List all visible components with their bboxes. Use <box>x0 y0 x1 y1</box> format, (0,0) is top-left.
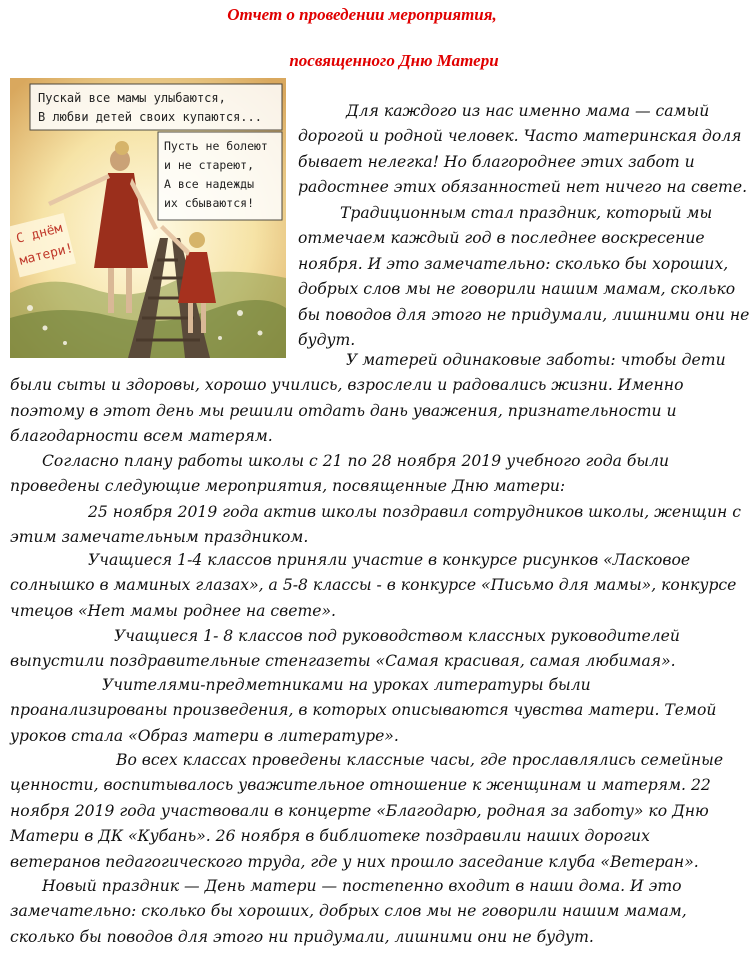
wish-line3: А все надежды <box>164 177 255 191</box>
badge-line2: матери! <box>18 240 75 269</box>
paragraph-1: Для каждого из нас именно мама — самый дорогой и родной человек. Часто материнская доля бывает нелегка! Но благороднее этих забот и радостнее этих обязанностей нет ничего на свете. <box>298 102 748 197</box>
paragraph-9: Во всех классах проведены классные часы, где прославлялись семейные ценности, воспитывалось уважительное отношение к женщинам и матерям. 22 ноября 2019 года участвовали в концерте «Благодарю, родная за заботу» ко Дню Матери в ДК «Кубань». 26 ноября в библиотеке поздравили наших дорогих ветеранов педагогического труда, где у них прошло заседание клуба «Ветеран». <box>10 751 724 871</box>
paragraph-3: У матерей одинаковые заботы: чтобы дети были сыты и здоровы, хорошо учились, взрослели и радовались жизни. Именно поэтому в этот день мы решили отдать дань уважения, признательности и благодарности всем матерям. <box>10 351 726 446</box>
paragraph-2: Традиционным стал праздник, который мы отмечаем каждый год в последнее воскресение ноября. И это замечательно: сколько бы хороших, добрых слов мы не говорили нашим мамам, сколько бы поводов для этого не придумали, лишними они не будут. <box>298 204 750 350</box>
paragraph-8: Учителями-предметниками на уроках литературы были проанализированы произведения, в которых описываются чувства матери. Темой уроков стала «Образ матери в литературе». <box>10 676 717 745</box>
report-title-line1: Отчет о проведении мероприятия, <box>227 5 497 24</box>
paragraph-10: Новый праздник — День матери — постепенно входит в наши дома. И это замечательно: сколько бы хороших, добрых слов мы не говорили нашим мамам, сколько бы поводов для этого ни придумали, лишними они не будут. <box>10 877 687 946</box>
paragraph-7: Учащиеся 1- 8 классов под руководством классных руководителей выпустили поздравительные стенгазеты «Самая красивая, самая любимая». <box>10 627 680 671</box>
wish-line4: их сбываются! <box>164 196 255 210</box>
mothers-day-illustration <box>10 78 286 358</box>
paragraph-5: 25 ноября 2019 года актив школы поздравил сотрудников школы, женщин с этим замечательным праздником. <box>10 503 741 547</box>
wish-line1: Пусть не болеют <box>164 139 268 153</box>
badge-line1: С днём <box>14 220 64 247</box>
paragraph-4: Согласно плану работы школы с 21 по 28 ноября 2019 учебного года были проведены следующие мероприятия, посвященные Дню матери: <box>10 452 670 496</box>
wish-line2: и не стареют, <box>164 158 255 172</box>
poem-line1: Пускай все мамы улыбаются, <box>38 91 226 105</box>
paragraph-6: Учащиеся 1-4 классов приняли участие в конкурсе рисунков «Ласковое солнышко в маминых глазах», а 5-8 классы - в конкурсе «Письмо для мамы», конкурсе чтецов «Нет мамы роднее на свете». <box>10 551 737 620</box>
report-title-line2: посвященного Дню Матери <box>289 51 499 70</box>
poem-line2: В любви детей своих купаются... <box>38 110 262 124</box>
